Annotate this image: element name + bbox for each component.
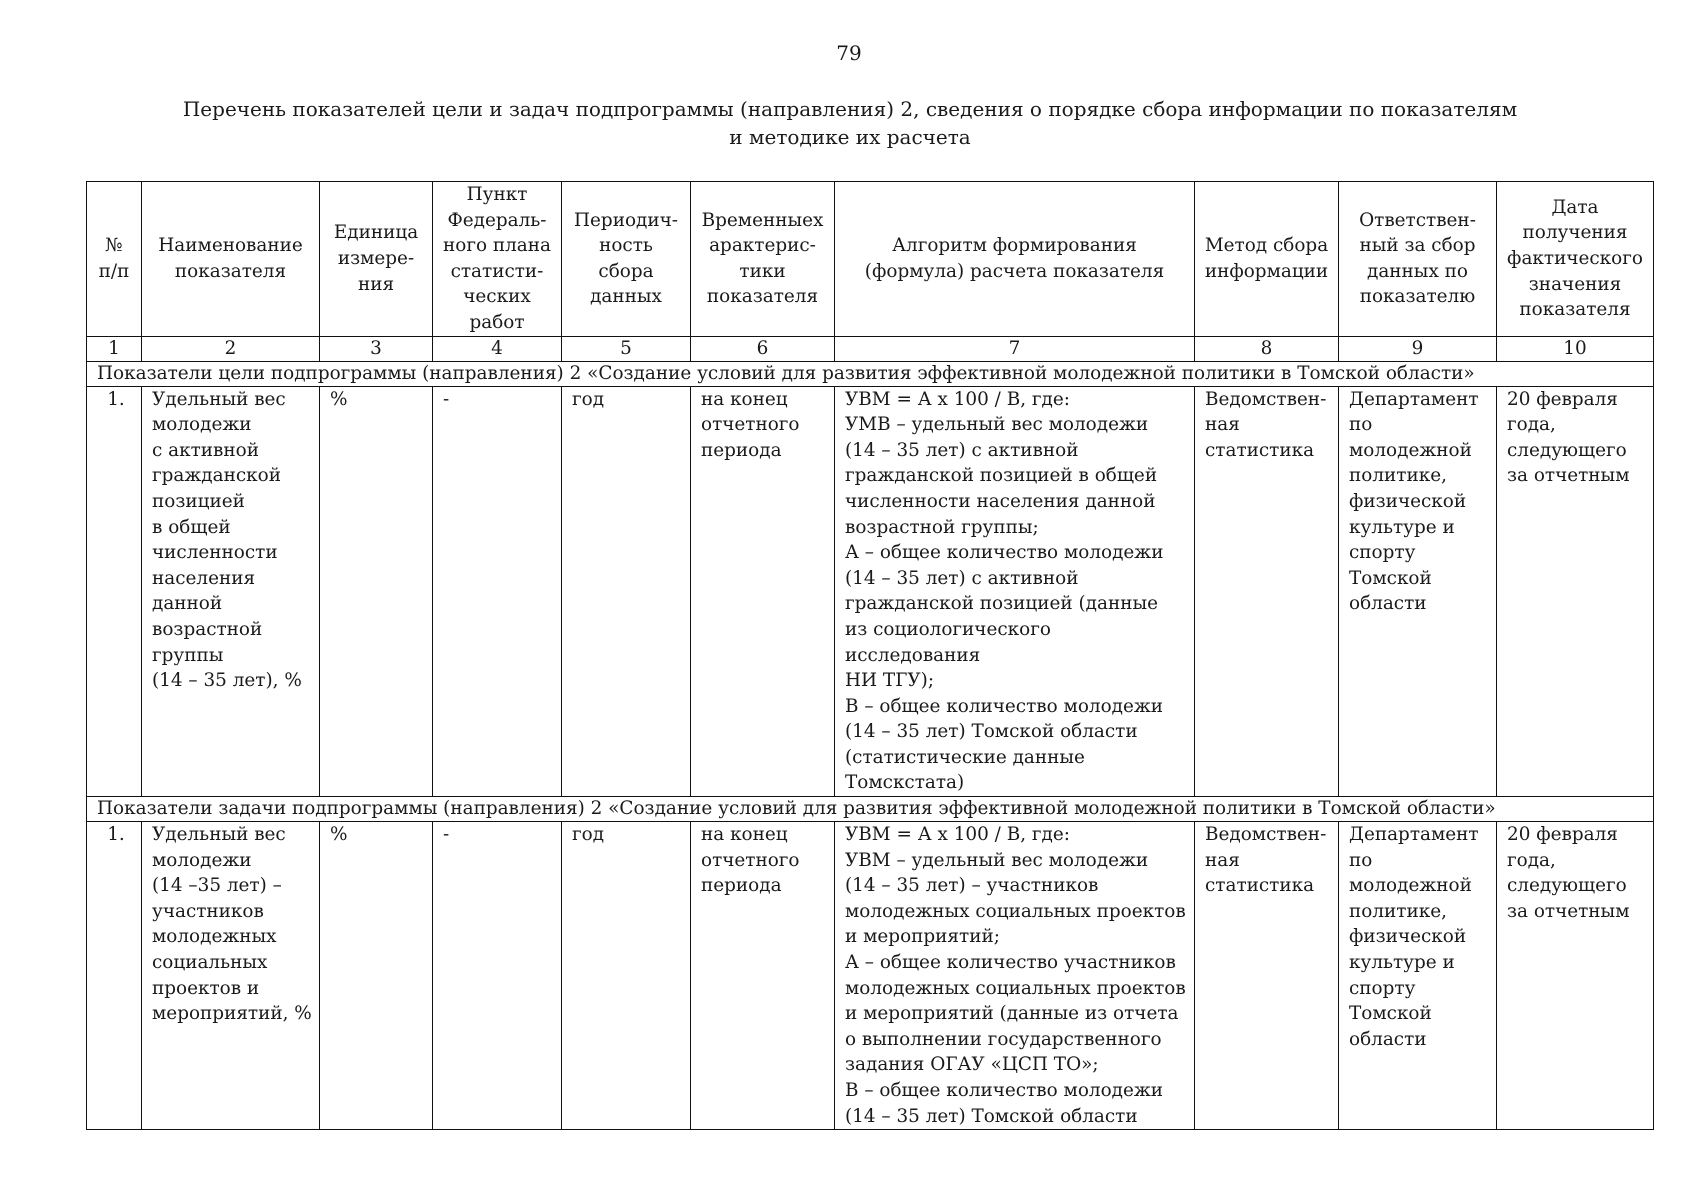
cell-periodicity: год bbox=[562, 386, 691, 797]
header-cell-number: № п/п bbox=[87, 182, 142, 337]
cell-responsible: Департамент по молодежной политике, физической культуре и спорту Томской области bbox=[1339, 386, 1497, 797]
cell-time-characteristic: на конец отчетного периода bbox=[691, 822, 835, 1130]
cell-method: Ведомствен- ная статистика bbox=[1195, 386, 1339, 797]
cell-plan-item: - bbox=[433, 386, 562, 797]
cell-unit: % bbox=[320, 386, 433, 797]
page-number: 79 bbox=[836, 41, 862, 65]
header-cell-periodicity: Периодич- ность сбора данных bbox=[562, 182, 691, 337]
column-number: 3 bbox=[320, 336, 433, 361]
header-cell-time-characteristic: Временныех арактерис- тики показателя bbox=[691, 182, 835, 337]
header-cell-unit: Единица измере- ния bbox=[320, 182, 433, 337]
document-title-line-2: и методике их расчета bbox=[729, 125, 971, 149]
column-number: 7 bbox=[835, 336, 1195, 361]
cell-date: 20 февраля года, следующего за отчетным bbox=[1497, 386, 1654, 797]
cell-time-characteristic: на конец отчетного периода bbox=[691, 386, 835, 797]
column-number: 4 bbox=[433, 336, 562, 361]
column-number: 10 bbox=[1497, 336, 1654, 361]
header-cell-plan-item: Пункт Федераль- ного плана статисти- ческих работ bbox=[433, 182, 562, 337]
cell-plan-item: - bbox=[433, 822, 562, 1130]
table-row bbox=[87, 386, 1654, 797]
column-number: 1 bbox=[87, 336, 142, 361]
column-number: 6 bbox=[691, 336, 835, 361]
table-header-row bbox=[87, 182, 1654, 337]
cell-unit: % bbox=[320, 822, 433, 1130]
header-cell-method: Метод сбора информации bbox=[1195, 182, 1339, 337]
header-cell-responsible: Ответствен- ный за сбор данных по показателю bbox=[1339, 182, 1497, 337]
cell-periodicity: год bbox=[562, 822, 691, 1130]
section-row-goal bbox=[87, 361, 1654, 386]
column-number: 8 bbox=[1195, 336, 1339, 361]
cell-responsible: Департамент по молодежной политике, физической культуре и спорту Томской области bbox=[1339, 822, 1497, 1130]
column-number: 5 bbox=[562, 336, 691, 361]
column-number: 2 bbox=[142, 336, 320, 361]
cell-date: 20 февраля года, следующего за отчетным bbox=[1497, 822, 1654, 1130]
cell-name: Удельный вес молодежи (14 –35 лет) – участников молодежных социальных проектов и мероприятий, % bbox=[142, 822, 320, 1130]
document-title-line-1: Перечень показателей цели и задач подпрограммы (направления) 2, сведения о порядке сбора информации по показателям bbox=[182, 97, 1518, 121]
section-title-task: Показатели задачи подпрограммы (направления) 2 «Создание условий для развития эффективной молодежной политики в Томской области» bbox=[87, 797, 1654, 822]
cell-method: Ведомствен- ная статистика bbox=[1195, 822, 1339, 1130]
indicators-table bbox=[86, 181, 1654, 1130]
cell-formula: УВМ = А х 100 / В, где: УМВ – удельный вес молодежи (14 – 35 лет) с активной гражданской позицией в общей численности населения данной возрастной группы; А – общее количество молодежи (14 – 35 лет) с активной гражданской позицией (данные из социологического исследования НИ ТГУ); В – общее количество молодежи (14 – 35 лет) Томской области (статистические данные Томскстата) bbox=[835, 386, 1195, 797]
cell-name: Удельный вес молодежи с активной гражданской позицией в общей численности населения данной возрастной группы (14 – 35 лет), % bbox=[142, 386, 320, 797]
header-cell-name: Наименование показателя bbox=[142, 182, 320, 337]
cell-number: 1. bbox=[87, 822, 142, 1130]
document-title bbox=[150, 95, 1550, 151]
table-row bbox=[87, 822, 1654, 1130]
column-number: 9 bbox=[1339, 336, 1497, 361]
header-cell-formula: Алгоритм формирования (формула) расчета показателя bbox=[835, 182, 1195, 337]
cell-formula: УВМ = А х 100 / В, где: УВМ – удельный вес молодежи (14 – 35 лет) – участников молодежных социальных проектов и мероприятий; А – общее количество участников молодежных социальных проектов и мероприятий (данные из отчета о выполнении государственного задания ОГАУ «ЦСП ТО»; В – общее количество молодежи (14 – 35 лет) Томской области bbox=[835, 822, 1195, 1130]
section-title-goal: Показатели цели подпрограммы (направления) 2 «Создание условий для развития эффективной молодежной политики в Томской области» bbox=[87, 361, 1654, 386]
section-row-task bbox=[87, 797, 1654, 822]
header-cell-date: Дата получения фактического значения показателя bbox=[1497, 182, 1654, 337]
column-number-row bbox=[87, 336, 1654, 361]
cell-number: 1. bbox=[87, 386, 142, 797]
